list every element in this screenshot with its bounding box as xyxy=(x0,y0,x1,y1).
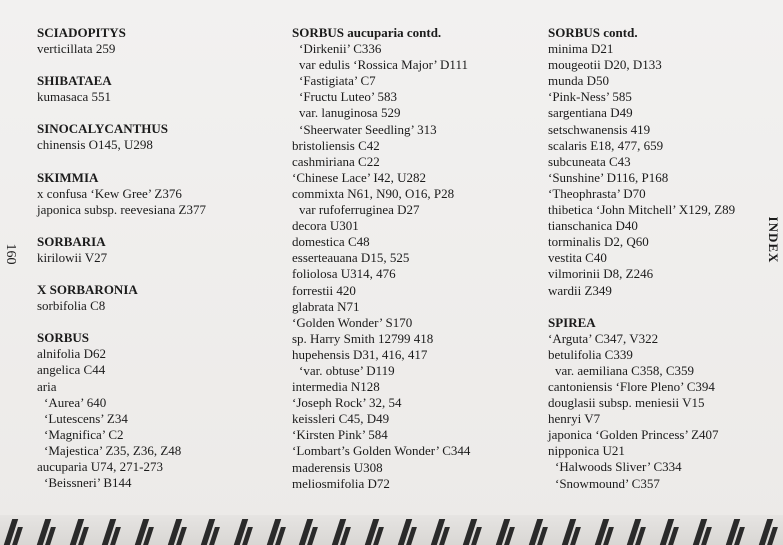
binding-ring xyxy=(72,519,88,545)
binding-ring xyxy=(695,519,711,545)
index-entry: aucuparia U74, 271-273 xyxy=(37,458,163,474)
index-entry: kirilowii V27 xyxy=(37,249,108,265)
index-entry: subcuneata C43 xyxy=(548,153,631,169)
page-number: 160 xyxy=(3,243,18,265)
index-entry: minima D21 xyxy=(548,41,614,57)
index-entry: ‘Sunshine’ D116, P168 xyxy=(548,169,669,185)
genus-heading: SHIBATAEA xyxy=(37,73,112,89)
binding-ring xyxy=(301,519,317,545)
index-entry: nipponica U21 xyxy=(548,443,625,459)
index-entry: var rufoferruginea D27 xyxy=(299,202,420,218)
binding-ring xyxy=(6,519,22,545)
index-entry: vestita C40 xyxy=(548,250,607,266)
index-entry: ‘Snowmound’ C357 xyxy=(555,475,660,491)
index-entry: ‘Sheerwater Seedling’ 313 xyxy=(299,121,437,137)
index-entry: ‘Majestica’ Z35, Z36, Z48 xyxy=(44,442,182,458)
binding-ring xyxy=(236,519,252,545)
binding-ring xyxy=(400,519,416,545)
index-entry: cashmiriana C22 xyxy=(292,153,380,169)
index-side-label: INDEX xyxy=(766,216,781,264)
binding-ring xyxy=(334,519,350,545)
binding-ring xyxy=(761,519,777,545)
genus-heading: SINOCALYCANTHUS xyxy=(37,121,168,137)
index-entry: decora U301 xyxy=(292,218,359,234)
index-entry: commixta N61, N90, O16, P28 xyxy=(292,185,455,201)
binding-ring xyxy=(629,519,645,545)
block-spacer xyxy=(37,154,267,170)
block-spacer xyxy=(548,299,763,315)
index-entry: var edulis ‘Rossica Major’ D111 xyxy=(299,57,468,73)
index-entry: esserteauana D15, 525 xyxy=(292,250,410,266)
index-entry: ‘Fastigiata’ C7 xyxy=(299,73,376,89)
index-entry: meliosmifolia D72 xyxy=(292,475,390,491)
index-entry: alnifolia D62 xyxy=(37,346,106,362)
genus-heading: SCIADOPITYS xyxy=(37,25,126,40)
index-entry: ‘Halwoods Sliver’ C334 xyxy=(555,459,682,475)
index-entry: setschwanensis 419 xyxy=(548,121,651,137)
index-entry: ‘Pink-Ness’ 585 xyxy=(548,89,632,105)
binding-ring xyxy=(728,519,744,545)
index-entry: keissleri C45, D49 xyxy=(292,411,390,427)
genus-heading: SKIMMIA xyxy=(37,169,99,185)
index-entry: ‘Lutescens’ Z34 xyxy=(44,410,128,426)
index-entry: ‘Arguta’ C347, V322 xyxy=(548,330,659,346)
binding-ring xyxy=(269,519,285,545)
index-entry: verticillata 259 xyxy=(37,41,116,57)
index-entry: ‘Beissneri’ B144 xyxy=(44,475,132,491)
index-entry: var. aemiliana C358, C359 xyxy=(555,362,695,378)
index-entry: x confusa ‘Kew Gree’ Z376 xyxy=(37,185,182,201)
index-entry: ‘Fructu Luteo’ 583 xyxy=(299,89,397,105)
index-entry: mougeotii D20, D133 xyxy=(548,57,662,73)
index-entry: munda D50 xyxy=(548,73,610,89)
block-spacer xyxy=(37,314,267,330)
index-column-2 xyxy=(292,25,532,492)
index-entry: glabrata N71 xyxy=(292,298,360,314)
index-entry: japonica ‘Golden Princess’ Z407 xyxy=(548,427,719,443)
index-entry: maderensis U308 xyxy=(292,459,383,475)
index-entry: bristoliensis C42 xyxy=(292,137,380,153)
index-entry: betulifolia C339 xyxy=(548,346,633,362)
index-entry: torminalis D2, Q60 xyxy=(548,234,649,250)
index-entry: chinensis O145, U298 xyxy=(37,137,153,153)
spiral-binding xyxy=(0,515,783,545)
binding-ring xyxy=(498,519,514,545)
binding-ring xyxy=(170,519,186,545)
binding-ring xyxy=(203,519,219,545)
index-entry: ‘Dirkenii’ C336 xyxy=(299,41,382,57)
genus-heading: X SORBARONIA xyxy=(37,282,138,298)
index-entry: ‘Kirsten Pink’ 584 xyxy=(292,427,388,443)
binding-ring xyxy=(137,519,153,545)
block-spacer xyxy=(37,266,267,282)
index-column-1 xyxy=(37,25,267,491)
index-entry: douglasii subsp. meniesii V15 xyxy=(548,395,705,411)
binding-ring xyxy=(39,519,55,545)
index-entry: sorbifolia C8 xyxy=(37,298,106,314)
index-entry: henryi V7 xyxy=(548,411,601,427)
index-entry: angelica C44 xyxy=(37,362,106,378)
binding-ring xyxy=(564,519,580,545)
index-entry: tianschanica D40 xyxy=(548,218,638,234)
block-spacer xyxy=(37,218,267,234)
index-entry: foliolosa U314, 476 xyxy=(292,266,396,282)
index-entry: japonica subsp. reevesiana Z377 xyxy=(37,201,206,217)
binding-ring xyxy=(104,519,120,545)
index-entry: ‘Aurea’ 640 xyxy=(44,394,107,410)
index-entry: hupehensis D31, 416, 417 xyxy=(292,346,428,362)
index-column-3 xyxy=(548,25,763,492)
genus-heading: SORBUS xyxy=(37,330,90,346)
binding-ring xyxy=(662,519,678,545)
index-entry: cantoniensis ‘Flore Pleno’ C394 xyxy=(548,378,715,394)
binding-ring xyxy=(531,519,547,545)
index-entry: ‘Lombart’s Golden Wonder’ C344 xyxy=(292,443,471,459)
index-entry: ‘Theophrasta’ D70 xyxy=(548,185,646,201)
index-entry: thibetica ‘John Mitchell’ X129, Z89 xyxy=(548,202,736,218)
block-spacer xyxy=(37,105,267,121)
binding-ring xyxy=(597,519,613,545)
index-entry: sp. Harry Smith 12799 418 xyxy=(292,330,434,346)
index-entry: var. lanuginosa 529 xyxy=(299,105,401,121)
index-entry: wardii Z349 xyxy=(548,282,612,298)
index-entry: ‘Joseph Rock’ 32, 54 xyxy=(292,395,402,411)
genus-heading: SPIREA xyxy=(548,314,596,330)
index-entry: domestica C48 xyxy=(292,234,370,250)
index-entry: forrestii 420 xyxy=(292,282,356,298)
binding-ring xyxy=(465,519,481,545)
genus-heading: SORBUS contd. xyxy=(548,25,638,40)
index-entry: scalaris E18, 477, 659 xyxy=(548,137,664,153)
index-entry: ‘Chinese Lace’ I42, U282 xyxy=(292,169,427,185)
index-entry: ‘Magnifica’ C2 xyxy=(44,426,124,442)
index-entry: vilmorinii D8, Z246 xyxy=(548,266,654,282)
binding-ring xyxy=(367,519,383,545)
index-entry: sargentiana D49 xyxy=(548,105,633,121)
index-entry: aria xyxy=(37,378,57,394)
binding-ring xyxy=(433,519,449,545)
genus-heading: SORBARIA xyxy=(37,233,106,249)
index-entry: intermedia N128 xyxy=(292,379,380,395)
index-entry: ‘Golden Wonder’ S170 xyxy=(292,314,413,330)
block-spacer xyxy=(37,57,267,73)
index-entry: ‘var. obtuse’ D119 xyxy=(299,362,395,378)
genus-heading: SORBUS aucuparia contd. xyxy=(292,25,442,40)
index-entry: kumasaca 551 xyxy=(37,89,112,105)
